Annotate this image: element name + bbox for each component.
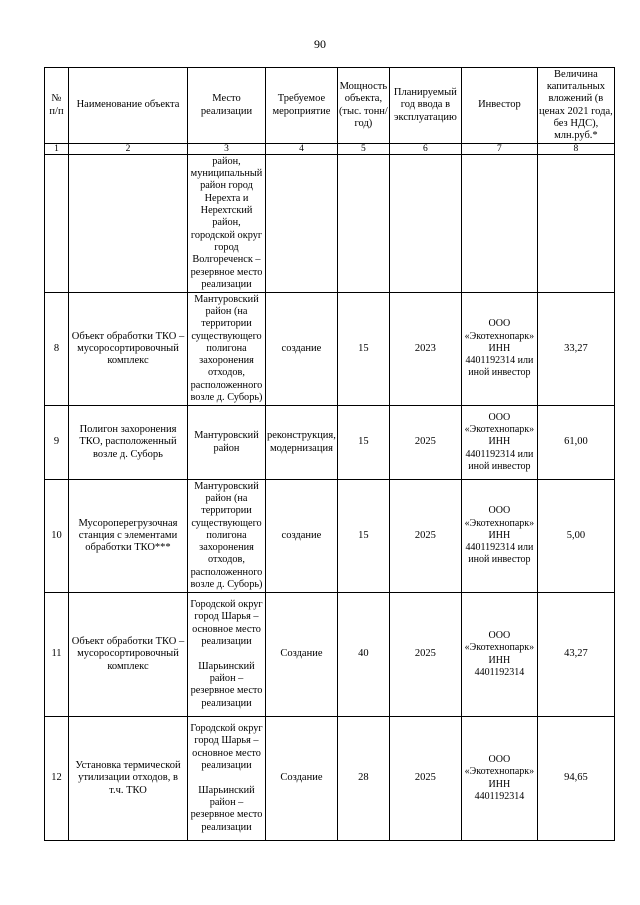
cell-place: Городской округ город Шарья – основное место реализации Шарьинский район – резервное место реализации <box>188 593 266 717</box>
column-number: 1 <box>45 144 69 155</box>
cell-year: 2025 <box>389 480 461 593</box>
column-number: 4 <box>266 144 338 155</box>
cell-capacity: 15 <box>337 480 389 593</box>
table-row <box>45 155 615 293</box>
table-row <box>45 480 615 593</box>
header-year: Планируемый год ввода в эксплуатацию <box>389 68 461 144</box>
cell-capacity: 15 <box>337 406 389 480</box>
header-action: Требуемое мероприятие <box>266 68 338 144</box>
header-capacity: Мощность объекта, (тыс. тонн/год) <box>337 68 389 144</box>
cell-num: 9 <box>45 406 69 480</box>
cell-capacity <box>337 155 389 293</box>
cell-capacity: 40 <box>337 593 389 717</box>
cell-num: 10 <box>45 480 69 593</box>
cell-name: Объект обработки ТКО – мусоросортировочный комплекс <box>69 593 188 717</box>
cell-investment <box>537 155 614 293</box>
header-investment: Величина капитальных вложений (в ценах 2021 года, без НДС), млн.руб.* <box>537 68 614 144</box>
cell-year <box>389 155 461 293</box>
cell-year: 2025 <box>389 593 461 717</box>
cell-action: Создание <box>266 593 338 717</box>
table-row <box>45 717 615 841</box>
column-number: 2 <box>69 144 188 155</box>
cell-name <box>69 155 188 293</box>
cell-year: 2025 <box>389 717 461 841</box>
column-number: 3 <box>188 144 266 155</box>
cell-num: 12 <box>45 717 69 841</box>
cell-place: Мантуровский район (на территории существующего полигона захоронения отходов, расположенного возле д. Суборь) <box>188 293 266 406</box>
cell-investment: 61,00 <box>537 406 614 480</box>
cell-investment: 33,27 <box>537 293 614 406</box>
cell-name: Полигон захоронения ТКО, расположенный возле д. Суборь <box>69 406 188 480</box>
header-place: Место реализации <box>188 68 266 144</box>
facilities-table <box>44 67 615 841</box>
cell-year: 2023 <box>389 293 461 406</box>
cell-action: Создание <box>266 717 338 841</box>
cell-investor: ООО «Экотехнопарк» ИНН 4401192314 или иной инвестор <box>461 480 537 593</box>
header-investor: Инвестор <box>461 68 537 144</box>
cell-capacity: 15 <box>337 293 389 406</box>
header-name: Наименование объекта <box>69 68 188 144</box>
cell-place: Мантуровский район <box>188 406 266 480</box>
cell-place: район, муниципальный район город Нерехта и Нерехтский район, городской округ город Волгореченск – резервное место реализации <box>188 155 266 293</box>
table-row <box>45 593 615 717</box>
column-number: 7 <box>461 144 537 155</box>
cell-investment: 5,00 <box>537 480 614 593</box>
cell-action <box>266 155 338 293</box>
cell-place: Городской округ город Шарья – основное место реализации Шарьинский район – резервное место реализации <box>188 717 266 841</box>
header-num: № п/п <box>45 68 69 144</box>
cell-year: 2025 <box>389 406 461 480</box>
cell-num: 11 <box>45 593 69 717</box>
cell-investor <box>461 155 537 293</box>
cell-investor: ООО «Экотехнопарк» ИНН 4401192314 <box>461 717 537 841</box>
cell-num <box>45 155 69 293</box>
column-number: 8 <box>537 144 614 155</box>
cell-action: реконструкция, модернизация <box>266 406 338 480</box>
cell-investor: ООО «Экотехнопарк» ИНН 4401192314 или иной инвестор <box>461 406 537 480</box>
cell-capacity: 28 <box>337 717 389 841</box>
column-number: 6 <box>389 144 461 155</box>
page-number: 90 <box>314 37 326 51</box>
table-row <box>45 406 615 480</box>
cell-name: Установка термической утилизации отходов, в т.ч. ТКО <box>69 717 188 841</box>
column-number: 5 <box>337 144 389 155</box>
cell-name: Объект обработки ТКО – мусоросортировочный комплекс <box>69 293 188 406</box>
cell-action: создание <box>266 293 338 406</box>
cell-action: создание <box>266 480 338 593</box>
cell-num: 8 <box>45 293 69 406</box>
cell-investment: 43,27 <box>537 593 614 717</box>
header-row <box>45 68 615 144</box>
cell-investor: ООО «Экотехнопарк» ИНН 4401192314 или иной инвестор <box>461 293 537 406</box>
table-row <box>45 293 615 406</box>
column-number-row <box>45 144 615 155</box>
cell-investment: 94,65 <box>537 717 614 841</box>
cell-investor: ООО «Экотехнопарк» ИНН 4401192314 <box>461 593 537 717</box>
cell-name: Мусороперегрузочная станция с элементами обработки ТКО*** <box>69 480 188 593</box>
cell-place: Мантуровский район (на территории существующего полигона захоронения отходов, расположенного возле д. Суборь) <box>188 480 266 593</box>
